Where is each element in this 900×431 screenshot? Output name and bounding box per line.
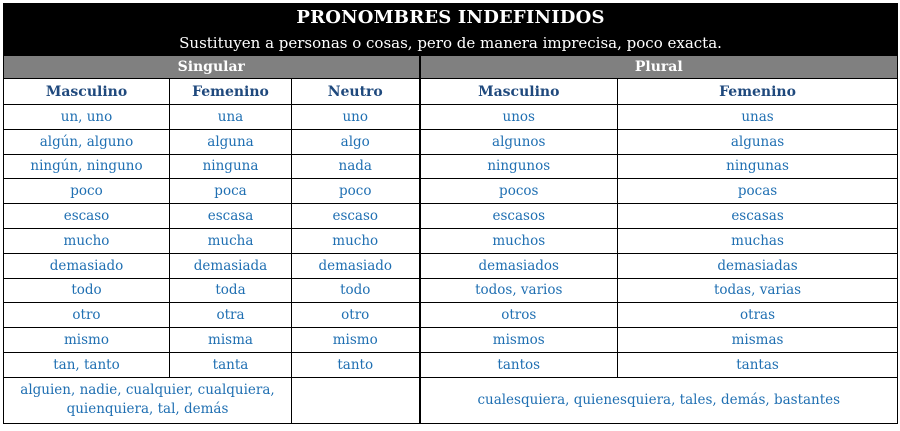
cell-singular-neuter: algo (292, 129, 420, 154)
cell-singular-neuter: escaso (292, 204, 420, 229)
cell-singular-feminine: escasa (170, 204, 292, 229)
cell-singular-feminine: una (170, 105, 292, 130)
cell-singular-feminine: toda (170, 278, 292, 303)
table-row (4, 129, 898, 154)
cell-plural-feminine: ningunas (618, 154, 898, 179)
cell-plural-feminine: muchas (618, 228, 898, 253)
column-header-plural-feminine: Femenino (618, 79, 898, 105)
neuter-extra-cell (292, 377, 420, 423)
cell-singular-feminine: ninguna (170, 154, 292, 179)
cell-plural-masculine: escasos (420, 204, 618, 229)
indefinite-pronouns-table (3, 3, 898, 424)
cell-plural-feminine: demasiadas (618, 253, 898, 278)
cell-singular-masculine: un, uno (4, 105, 170, 130)
group-header-plural: Plural (420, 56, 898, 79)
cell-plural-masculine: pocos (420, 179, 618, 204)
cell-plural-feminine: otras (618, 303, 898, 328)
cell-plural-masculine: todos, varios (420, 278, 618, 303)
cell-singular-neuter: mismo (292, 328, 420, 353)
table-title: PRONOMBRES INDEFINIDOS (4, 4, 898, 31)
cell-plural-feminine: todas, varias (618, 278, 898, 303)
cell-plural-feminine: algunas (618, 129, 898, 154)
cell-plural-masculine: tantos (420, 352, 618, 377)
cell-plural-feminine: tantas (618, 352, 898, 377)
cell-singular-neuter: tanto (292, 352, 420, 377)
pronouns-table-container (3, 3, 897, 424)
group-header-singular: Singular (4, 56, 420, 79)
cell-singular-masculine: ningún, ninguno (4, 154, 170, 179)
cell-plural-masculine: demasiados (420, 253, 618, 278)
cell-singular-neuter: todo (292, 278, 420, 303)
cell-singular-masculine: mucho (4, 228, 170, 253)
table-row (4, 154, 898, 179)
cell-singular-neuter: poco (292, 179, 420, 204)
table-subtitle: Sustituyen a personas o cosas, pero de manera imprecisa, poco exacta. (4, 31, 898, 56)
cell-singular-feminine: mucha (170, 228, 292, 253)
cell-plural-feminine: mismas (618, 328, 898, 353)
cell-singular-masculine: poco (4, 179, 170, 204)
cell-singular-feminine: otra (170, 303, 292, 328)
cell-plural-masculine: algunos (420, 129, 618, 154)
plural-extra-cell: cualesquiera, quienesquiera, tales, demás, bastantes (420, 377, 898, 423)
cell-plural-feminine: unas (618, 105, 898, 130)
singular-extra-cell (4, 377, 292, 423)
cell-plural-feminine: escasas (618, 204, 898, 229)
column-header-singular-feminine: Femenino (170, 79, 292, 105)
cell-singular-feminine: misma (170, 328, 292, 353)
column-header-singular-masculine: Masculino (4, 79, 170, 105)
cell-singular-neuter: mucho (292, 228, 420, 253)
table-row (4, 303, 898, 328)
cell-singular-neuter: demasiado (292, 253, 420, 278)
table-row (4, 105, 898, 130)
table-body (4, 105, 898, 424)
cell-singular-feminine: demasiada (170, 253, 292, 278)
cell-plural-masculine: ningunos (420, 154, 618, 179)
cell-singular-neuter: otro (292, 303, 420, 328)
table-row-extra (4, 377, 898, 423)
cell-singular-neuter: uno (292, 105, 420, 130)
column-header-singular-neuter: Neutro (292, 79, 420, 105)
singular-extra-line2: quienquiera, tal, demás (66, 401, 229, 418)
cell-plural-feminine: pocas (618, 179, 898, 204)
table-row (4, 204, 898, 229)
cell-singular-neuter: nada (292, 154, 420, 179)
cell-singular-feminine: tanta (170, 352, 292, 377)
cell-plural-masculine: unos (420, 105, 618, 130)
cell-plural-masculine: mismos (420, 328, 618, 353)
table-row (4, 278, 898, 303)
table-row (4, 328, 898, 353)
cell-plural-masculine: otros (420, 303, 618, 328)
cell-singular-masculine: algún, alguno (4, 129, 170, 154)
cell-singular-masculine: escaso (4, 204, 170, 229)
cell-singular-feminine: poca (170, 179, 292, 204)
table-row (4, 228, 898, 253)
cell-singular-masculine: otro (4, 303, 170, 328)
column-header-plural-masculine: Masculino (420, 79, 618, 105)
table-row (4, 179, 898, 204)
cell-singular-masculine: demasiado (4, 253, 170, 278)
cell-plural-masculine: muchos (420, 228, 618, 253)
cell-singular-feminine: alguna (170, 129, 292, 154)
cell-singular-masculine: mismo (4, 328, 170, 353)
cell-singular-masculine: tan, tanto (4, 352, 170, 377)
singular-extra-line1: alguien, nadie, cualquier, cualquiera, (20, 382, 275, 399)
table-row (4, 253, 898, 278)
cell-singular-masculine: todo (4, 278, 170, 303)
table-row (4, 352, 898, 377)
